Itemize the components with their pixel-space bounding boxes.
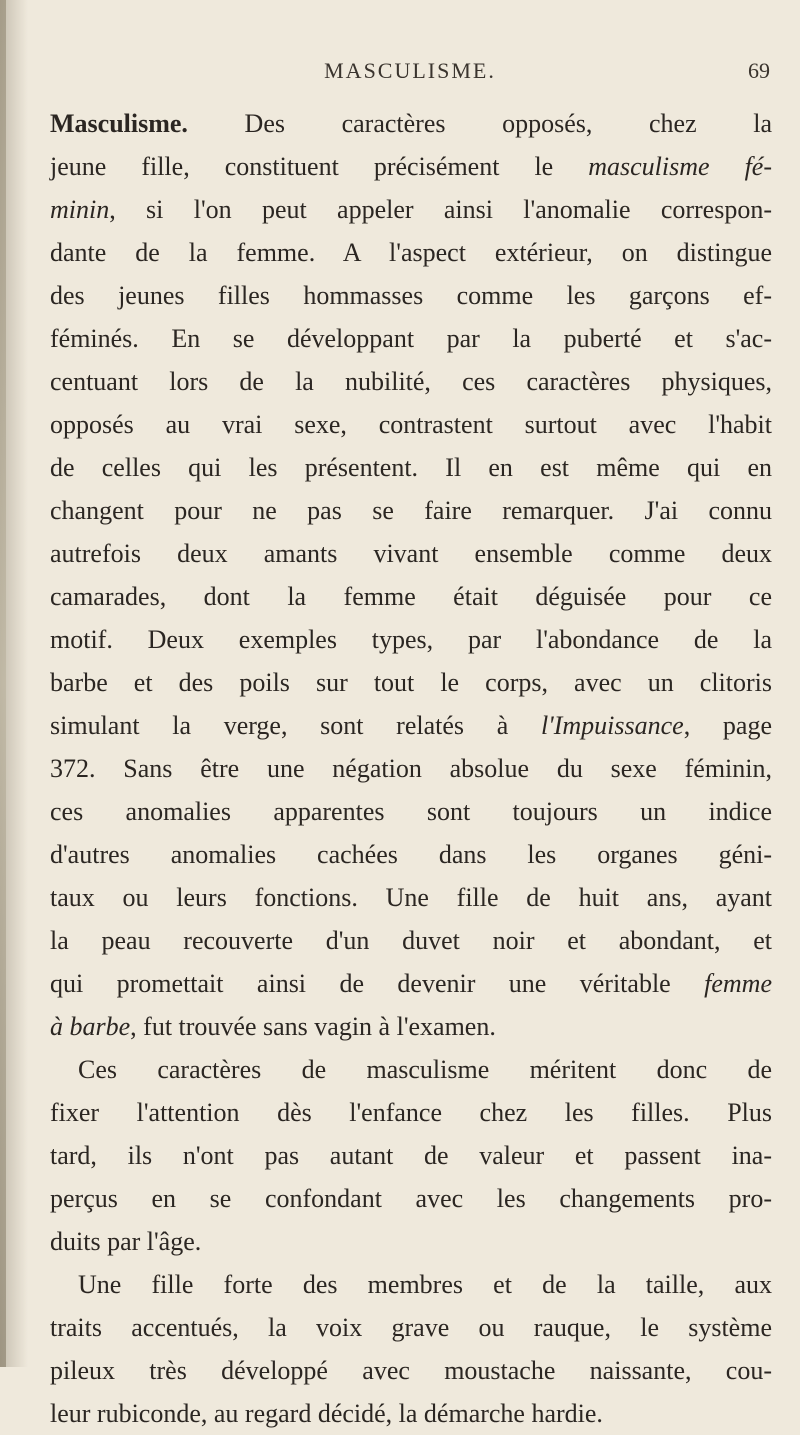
text-line: traits accentués, la voix grave ou rauque, le système: [50, 1313, 772, 1342]
text-line: opposés au vrai sexe, contrastent surtout avec l'habit: [50, 410, 772, 439]
text-line: [50, 188, 772, 231]
text-run: , page: [683, 711, 772, 740]
text-run: jeune fille, constituent précisément le: [50, 152, 589, 181]
text-line: pileux très développé avec moustache naissante, cou-: [50, 1356, 772, 1385]
text-run: qui promettait ainsi de devenir une véritable: [50, 969, 705, 998]
text-line: [50, 704, 772, 747]
text-line: duits par l'âge.: [50, 1227, 202, 1256]
body-text: [50, 102, 772, 1435]
text-run: Des caractères opposés, chez la: [187, 109, 772, 138]
text-line: camarades, dont la femme était déguisée pour ce: [50, 582, 772, 611]
text-line: changent pour ne pas se faire remarquer. J'ai connu: [50, 496, 772, 525]
page-number: 69: [748, 58, 770, 83]
running-head: MASCULISME.: [324, 58, 496, 83]
text-line: dante de la femme. A l'aspect extérieur, on distingue: [50, 238, 772, 267]
text-line: Ces caractères de masculisme méritent donc de: [78, 1055, 772, 1084]
section-heading: Masculisme.: [50, 109, 188, 138]
page-header: [50, 58, 770, 92]
text-line: fixer l'attention dès l'enfance chez les filles. Plus: [50, 1098, 772, 1127]
text-line: des jeunes filles hommasses comme les garçons ef-: [50, 281, 772, 310]
text-line: [50, 102, 772, 145]
text-run: , si l'on peut appeler ainsi l'anomalie correspon-: [109, 195, 772, 224]
text-line: barbe et des poils sur tout le corps, avec un clitoris: [50, 668, 772, 697]
text-line: tard, ils n'ont pas autant de valeur et passent ina-: [50, 1141, 772, 1170]
text-run: simulant la verge, sont relatés à: [50, 711, 541, 740]
italic-term: masculisme fé-: [588, 152, 772, 181]
text-line: [50, 145, 772, 188]
text-line: [50, 1005, 772, 1048]
text-line: autrefois deux amants vivant ensemble comme deux: [50, 539, 772, 568]
text-line: ces anomalies apparentes sont toujours un indice: [50, 797, 772, 826]
italic-term: femme: [704, 969, 772, 998]
text-line: Une fille forte des membres et de la taille, aux: [78, 1270, 772, 1299]
text-line: motif. Deux exemples types, par l'abondance de la: [50, 625, 772, 654]
text-line: [50, 962, 772, 1005]
text-line: d'autres anomalies cachées dans les organes géni-: [50, 840, 772, 869]
text-line: leur rubiconde, au regard décidé, la démarche hardie.: [50, 1399, 603, 1428]
text-line: centuant lors de la nubilité, ces caractères physiques,: [50, 367, 772, 396]
text-line: de celles qui les présentent. Il en est même qui en: [50, 453, 772, 482]
page-edge: [0, 0, 6, 1367]
text-line: perçus en se confondant avec les changements pro-: [50, 1184, 772, 1213]
italic-term: minin: [50, 195, 110, 224]
italic-term: l'Impuissance: [540, 711, 684, 740]
text-line: taux ou leurs fonctions. Une fille de huit ans, ayant: [50, 883, 772, 912]
text-line: la peau recouverte d'un duvet noir et abondant, et: [50, 926, 772, 955]
text-run: , fut trouvée sans vagin à l'examen.: [130, 1012, 496, 1041]
text-line: féminés. En se développant par la puberté et s'ac-: [50, 324, 772, 353]
italic-term: à barbe: [50, 1012, 131, 1041]
text-line: 372. Sans être une négation absolue du sexe féminin,: [50, 754, 772, 783]
